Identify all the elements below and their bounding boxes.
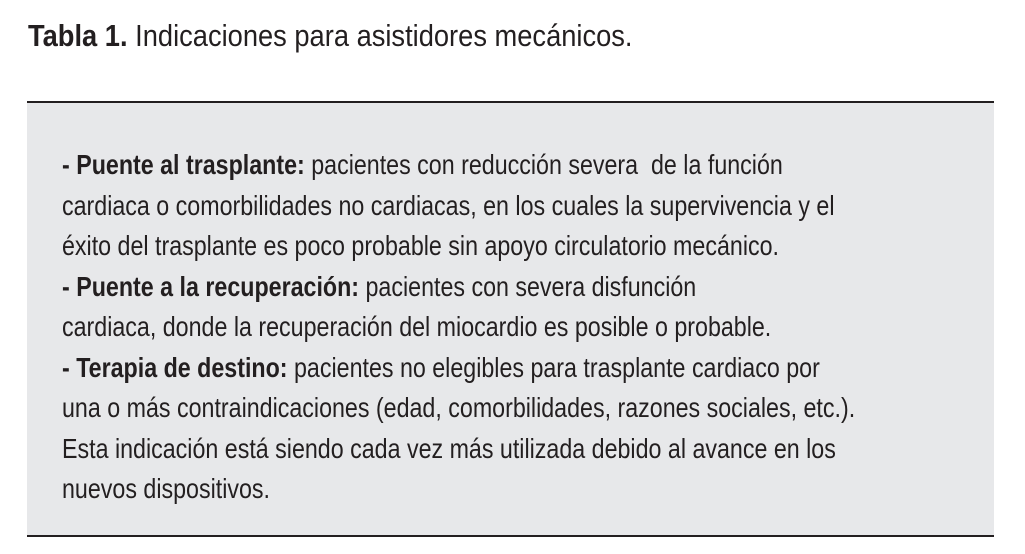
table-label: Tabla 1.	[28, 18, 128, 53]
indication-bridge-to-recovery	[62, 267, 909, 348]
indication-first-line	[62, 267, 909, 308]
table-caption	[28, 16, 633, 56]
indication-text: pacientes no elegibles para trasplante cardiaco por	[287, 351, 820, 383]
indication-term: - Puente a la recuperación:	[62, 270, 360, 302]
indication-text-line: una o más contraindicaciones (edad, comorbilidades, razones sociales, etc.).	[62, 392, 856, 423]
indication-bridge-to-transplant	[62, 145, 909, 267]
indication-destination-therapy	[62, 348, 909, 510]
indication-text-line: cardiaca, donde la recuperación del miocardio es posible o probable.	[62, 311, 772, 342]
indication-term: - Puente al trasplante:	[62, 149, 305, 180]
indication-text: pacientes con severa disfunción	[359, 270, 697, 302]
indications-list	[62, 145, 909, 510]
indication-text-line: éxito del trasplante es poco probable sin apoyo circulatorio mecánico.	[62, 230, 779, 261]
indications-table	[27, 101, 994, 537]
indication-text: pacientes con reducción severa de la función	[304, 149, 783, 180]
indication-text-line: cardiaca o comorbilidades no cardiacas, en los cuales la supervivencia y el	[62, 189, 835, 221]
table-title: Indicaciones para asistidores mecánicos.	[135, 18, 633, 53]
indication-first-line	[62, 145, 909, 186]
indication-text-line: nuevos dispositivos.	[62, 473, 270, 504]
indication-first-line	[62, 348, 909, 389]
indication-term: - Terapia de destino:	[62, 351, 288, 383]
indication-text-line: Esta indicación está siendo cada vez más utilizada debido al avance en los	[62, 432, 836, 464]
